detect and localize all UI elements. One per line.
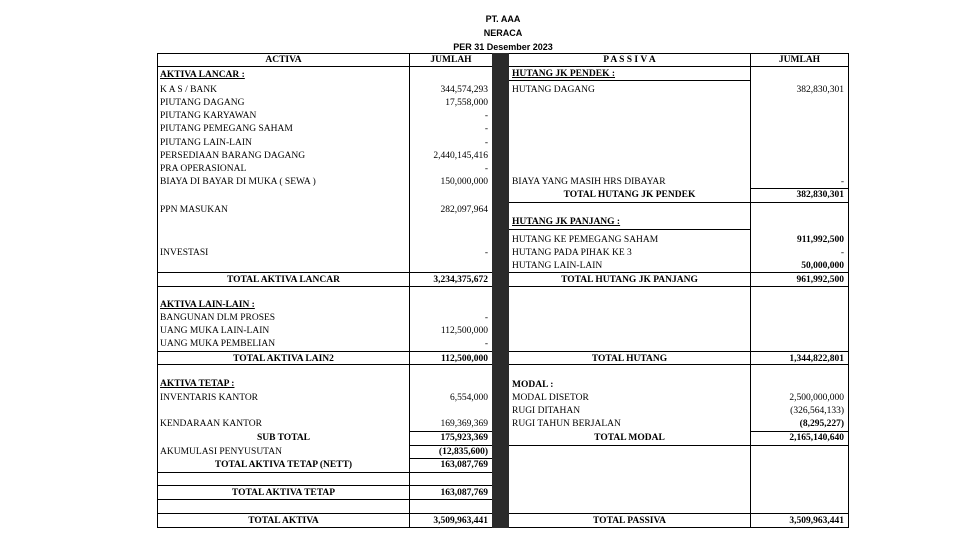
passiva-row-value: 2,500,000,000 [789,393,844,403]
passiva-row-value: 382,830,301 [796,85,844,95]
activa-row-value: - [484,248,488,258]
activa-row-value: - [484,111,488,121]
total-aktiva-tetap-nett-value: 163,087,769 [440,460,488,470]
passiva-row-label: BIAYA YANG MASIH HRS DIBAYAR [512,177,666,187]
section-heading-aktiva-lancar: AKTIVA LANCAR : [160,70,245,80]
akumulasi-label: AKUMULASI PENYUSUTAN [160,447,282,457]
total-passiva-value: 3,509,963,441 [789,516,844,526]
activa-row-value: 17,558,000 [445,98,488,108]
activa-row-value: 6,554,000 [450,393,488,403]
activa-row-value: 2,440,145,416 [433,151,488,161]
activa-row-value: - [484,339,488,349]
passiva-row-value: (8,295,227) [799,419,844,429]
passiva-row-label: HUTANG PADA PIHAK KE 3 [512,248,632,258]
col-header-jumlah-left: JUMLAH [430,55,472,65]
passiva-row-value: - [840,248,844,258]
passiva-row-value: 50,000,000 [801,261,844,271]
passiva-row-value: 911,992,500 [797,235,844,245]
section-heading-aktiva-tetap: AKTIVA TETAP : [160,379,235,389]
total-modal-value: 2,165,140,640 [789,433,844,443]
activa-row-value: 150,000,000 [440,177,488,187]
passiva-row-label: HUTANG LAIN-LAIN [512,261,603,271]
total-hutang-value: 1,344,822,801 [789,354,844,364]
passiva-row-label: RUGI TAHUN BERJALAN [512,419,621,429]
activa-row-label: K A S / BANK [160,85,218,95]
total-aktiva-label: TOTAL AKTIVA [248,516,319,526]
activa-row-value: - [484,138,488,148]
total-aktiva-lancar-value: 3,234,375,672 [433,275,488,285]
total-hutang-panjang-label: TOTAL HUTANG JK PANJANG [561,275,698,285]
column-divider-bar [492,53,509,528]
activa-row-label: PIUTANG PEMEGANG SAHAM [160,124,293,134]
activa-row-label: INVENTARIS KANTOR [160,393,259,403]
col-header-passiva: P A S S I V A [603,55,656,65]
activa-row-label: BANGUNAN DLM PROSES [160,313,276,323]
total-aktiva-tetap-value: 163,087,769 [440,488,488,498]
total-passiva-label: TOTAL PASSIVA [593,516,666,526]
total-hutang-panjang-value: 961,992,500 [796,275,844,285]
activa-row-label: PIUTANG LAIN-LAIN [160,138,252,148]
activa-row-label: PRA OPERASIONAL [160,164,247,174]
company-name: PT. AAA [485,14,521,24]
activa-row-value: - [484,124,488,134]
passiva-row-value: - [840,177,844,187]
sub-total-label: SUB TOTAL [256,433,311,443]
passiva-row-label: HUTANG KE PEMEGANG SAHAM [512,235,659,245]
activa-row-value: - [484,313,488,323]
total-aktiva-tetap-nett-label: TOTAL AKTIVA TETAP (NETT) [214,460,353,470]
total-aktiva-lain-label: TOTAL AKTIVA LAIN2 [233,354,334,364]
activa-row-label: INVESTASI [160,248,209,258]
activa-row-value: 282,097,964 [440,205,488,215]
activa-row-value: 112,500,000 [440,326,488,336]
total-modal-label: TOTAL MODAL [594,433,665,443]
akumulasi-value: (12,835,600) [438,447,488,457]
total-aktiva-lancar-label: TOTAL AKTIVA LANCAR [227,275,340,285]
activa-row-label: BIAYA DI BAYAR DI MUKA ( SEWA ) [160,177,316,187]
total-hutang-label: TOTAL HUTANG [591,354,668,364]
section-heading-modal: MODAL : [512,380,554,390]
passiva-row-label: MODAL DISETOR [512,393,589,403]
activa-row-label: PPN MASUKAN [160,205,228,215]
total-aktiva-value: 3,509,963,441 [433,516,488,526]
col-header-activa: ACTIVA [265,55,302,65]
total-aktiva-lain-value: 112,500,000 [441,354,488,364]
sub-total-value: 175,923,369 [440,433,488,443]
passiva-row-label: RUGI DITAHAN [512,406,581,416]
total-hutang-pendek-label: TOTAL HUTANG JK PENDEK [563,190,696,200]
section-heading-aktiva-lain: AKTIVA LAIN-LAIN : [160,300,255,310]
section-heading-hutang-pendek: HUTANG JK PENDEK : [512,69,616,79]
report-period: PER 31 Desember 2023 [453,42,553,52]
passiva-row-value: (326,564,133) [790,406,844,416]
section-heading-hutang-panjang: HUTANG JK PANJANG : [512,217,621,227]
activa-row-value: 169,369,369 [440,419,488,429]
activa-row-label: PIUTANG KARYAWAN [160,111,257,121]
col-header-jumlah-right: JUMLAH [778,55,821,65]
activa-row-label: PERSEDIAAN BARANG DAGANG [160,151,306,161]
passiva-row-label: HUTANG DAGANG [512,85,595,95]
total-hutang-pendek-value: 382,830,301 [796,190,844,200]
activa-row-label: KENDARAAN KANTOR [160,419,262,429]
report-title: NERACA [483,28,523,38]
activa-row-value: 344,574,293 [440,85,488,95]
activa-row-label: PIUTANG DAGANG [160,98,245,108]
activa-row-label: UANG MUKA LAIN-LAIN [160,326,270,336]
total-aktiva-tetap-label: TOTAL AKTIVA TETAP [231,488,336,498]
activa-row-label: UANG MUKA PEMBELIAN [160,339,276,349]
activa-row-value: - [484,164,488,174]
